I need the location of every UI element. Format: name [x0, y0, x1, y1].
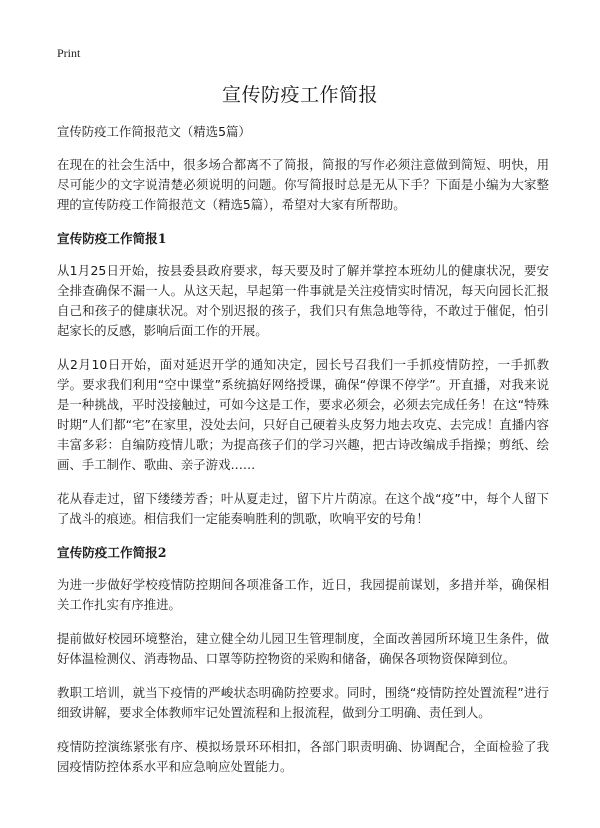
page-title: 宣传防疫工作简报 [221, 84, 378, 106]
section-paragraph: 从1月25日开始，按县委县政府要求，每天要及时了解并掌控本班幼儿的健康状况，要安全排查确保不漏一人。从这天起，早起第一件事就是关注疫情实时情况，每天向园长汇报自己和孩子的健康状况。对个别迟报的孩子，我们只有焦急地等待，不敢过于催促，怕引起家长的反感，影响后面工作的开展。 [57, 263, 549, 338]
print-link[interactable]: Print [57, 46, 81, 60]
section-2 [57, 543, 549, 777]
section-paragraph: 花从春走过，留下缕缕芳香；叶从夏走过，留下片片荫凉。在这个战“疫”中，每个人留下了战斗的痕迹。相信我们一定能奏响胜利的凯歌，吹响平安的号角！ [57, 491, 549, 526]
section-paragraph: 教职工培训，就当下疫情的严峻状态明确防控要求。同时，围绕“疫情防控处置流程”进行细致讲解，要求全体教师牢记处置流程和上报流程，做到分工明确、责任到人。 [57, 685, 549, 720]
section-paragraph: 提前做好校园环境整治，建立健全幼儿园卫生管理制度，全面改善园所环境卫生条件，做好体温检测仪、消毒物品、口罩等防控物资的采购和储备，确保各项物资保障到位。 [57, 631, 549, 666]
section-paragraph: 为进一步做好学校疫情防控期间各项准备工作，近日，我园提前谋划，多措并举，确保相关工作扎实有序推进。 [57, 577, 549, 612]
section-heading: 宣传防疫工作简报1 [57, 231, 167, 246]
section-paragraph: 从2月10日开始，面对延迟开学的通知决定，园长号召我们一手抓疫情防控，一手抓教学。要求我们利用“空中课堂”系统搞好网络授课，确保“停课不停学”。开直播，对我来说是一种挑战，平时没接触过，可如今这是工作，要求必须会，必须去完成任务！在这“特殊时期”人们都“宅”在家里，没处去问，只好自己硬着头皮努力地去攻克、去完成！直播内容丰富多彩：自编防疫情儿歌；为提高孩子们的学习兴趣，把古诗改编成手指操；剪纸、绘画、手工制作、歌曲、亲子游戏…… [57, 357, 549, 472]
document-body [57, 122, 549, 791]
intro-paragraph: 在现在的社会生活中，很多场合都离不了简报，简报的写作必须注意做到简短、明快，用尽可能少的文字说清楚必须说明的问题。你写简报时总是无从下手？下面是小编为大家整理的宣传防疫工作简报范文（精选5篇），希望对大家有所帮助。 [57, 157, 549, 212]
section-1 [57, 229, 549, 529]
section-paragraph: 疫情防控演练紧张有序、模拟场景环环相扣，各部门职责明确、协调配合，全面检验了我园疫情防控体系水平和应急响应处置能力。 [57, 739, 549, 774]
section-heading: 宣传防疫工作简报2 [57, 545, 167, 560]
document-subtitle: 宣传防疫工作简报范文（精选5篇） [57, 124, 251, 139]
